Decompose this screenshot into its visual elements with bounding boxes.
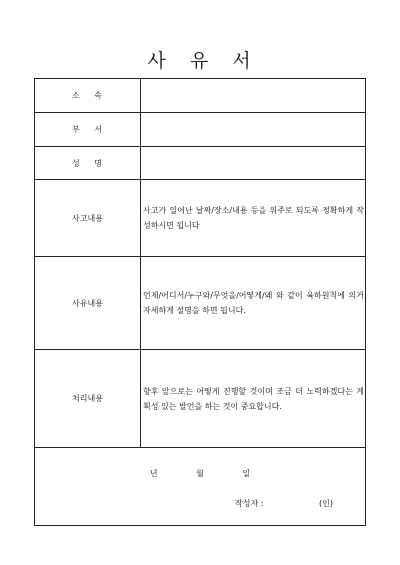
incident-field[interactable]: 사고가 일어난 날짜/장소/내용 등을 위주로 되도록 정확하게 작성하시면 됩니다 — [141, 180, 366, 257]
affiliation-label: 소 속 — [35, 79, 141, 113]
report-form-table — [34, 78, 366, 526]
department-row — [35, 113, 366, 147]
name-row — [35, 147, 366, 180]
action-label: 처리내용 — [35, 350, 141, 448]
reason-label: 사유내용 — [35, 257, 141, 350]
signature-row — [35, 448, 366, 526]
department-label: 부 서 — [35, 113, 141, 147]
affiliation-field[interactable] — [141, 79, 366, 113]
affiliation-row — [35, 79, 366, 113]
author-label: 작성자 : — [235, 499, 264, 508]
document-title: 사 유 서 — [147, 50, 253, 72]
seal-mark: (인) — [319, 499, 333, 508]
incident-row — [35, 180, 366, 257]
name-field[interactable] — [141, 147, 366, 180]
reason-row — [35, 257, 366, 350]
reason-field[interactable]: 언제/어디서/누구와/무엇을/어떻게/왜 와 같이 육하원칙에 의거 자세하게 설명을 하면 됩니다. — [141, 257, 366, 350]
signature-cell — [35, 448, 366, 526]
date-line: 년 월 일 — [149, 469, 251, 478]
action-field[interactable]: 향후 앞으로는 어떻게 진행할 것이며 조금 더 노력하겠다는 계획성 있는 발언을 하는 것이 중요합니다. — [141, 350, 366, 448]
incident-label: 사고내용 — [35, 180, 141, 257]
name-label: 성 명 — [35, 147, 141, 180]
department-field[interactable] — [141, 113, 366, 147]
action-row — [35, 350, 366, 448]
